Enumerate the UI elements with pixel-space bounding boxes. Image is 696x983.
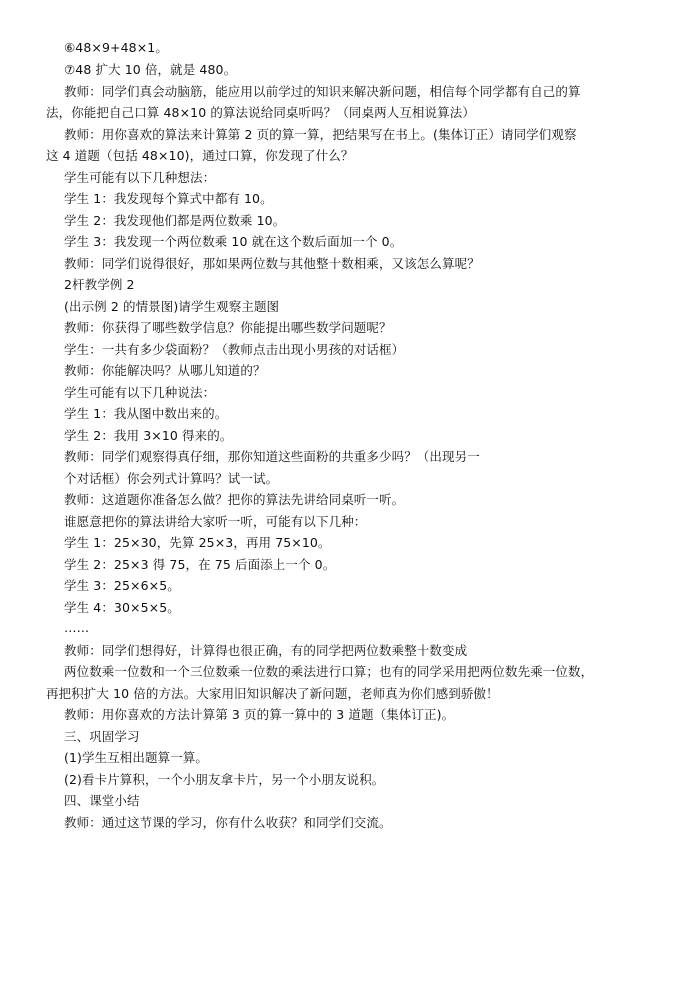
- text-line: ⑦48 扩大 10 倍，就是 480。: [64, 62, 237, 77]
- text-line: 学生可能有以下几种想法：: [64, 170, 216, 185]
- text-line: 教师：你获得了哪些数学信息？你能提出哪些数学问题呢？: [64, 320, 392, 335]
- text-line: 学生：一共有多少袋面粉？（教师点击出现小男孩的对话框）: [64, 342, 405, 357]
- text-line: 法，你能把自己口算 48×10 的算法说给同桌听吗？（同桌两人互相说算法）: [46, 105, 475, 120]
- text-line: 教师：同学们真会动脑筋，能应用以前学过的知识来解决新问题，相信每个同学都有自己的算: [64, 84, 581, 99]
- text-line: 再把积扩大 10 倍的方法。大家用旧知识解决了新问题，老师真为你们感到骄傲！: [46, 686, 499, 701]
- text-line: 教师：这道题你准备怎么做？把你的算法先讲给同桌听一听。: [64, 492, 405, 507]
- text-line: ⑥48×9+48×1。: [64, 40, 168, 55]
- text-line: 教师：通过这节课的学习，你有什么收获？和同学们交流。: [64, 815, 392, 830]
- section-heading: 2杆教学例 2: [64, 277, 135, 292]
- text-line: 教师：同学们想得好，计算得也很正确，有的同学把两位数乘整十数变成: [64, 643, 468, 658]
- text-line: 个对话框）你会列式计算吗？试一试。: [64, 471, 279, 486]
- text-line: 学生 3：25×6×5。: [64, 578, 180, 593]
- text-line: 学生 1：我发现每个算式中都有 10。: [64, 191, 273, 206]
- text-line: 学生 1：25×30，先算 25×3，再用 75×10。: [64, 535, 331, 550]
- text-line: 学生 1：我从图中数出来的。: [64, 406, 228, 421]
- text-line: 教师：用你喜欢的方法计算第 3 页的算一算中的 3 道题（集体订正)。: [64, 707, 455, 722]
- text-line: 教师：同学们观察得真仔细，那你知道这些面粉的共重多少吗？（出现另一: [64, 449, 480, 464]
- text-line: (出示例 2 的情景图)请学生观察主题图: [64, 299, 280, 314]
- text-line: 教师：用你喜欢的算法来计算第 2 页的算一算，把结果写在书上。(集体订正）请同学们观察: [64, 127, 577, 142]
- text-line: 学生 4：30×5×5。: [64, 600, 180, 615]
- text-line: 这 4 道题（包括 48×10)，通过口算，你发现了什么？: [46, 148, 354, 163]
- text-line: 学生可能有以下几种说法：: [64, 385, 216, 400]
- section-heading: 三、巩固学习: [64, 729, 140, 744]
- text-line: (2)看卡片算积，一个小朋友拿卡片，另一个小朋友说积。: [64, 772, 385, 787]
- section-heading: 四、课堂小结: [64, 793, 140, 808]
- text-line: 两位数乘一位数和一个三位数乘一位数的乘法进行口算；也有的同学采用把两位数先乘一位数，: [64, 664, 594, 679]
- text-line: 教师：你能解决吗？从哪儿知道的？: [64, 363, 266, 378]
- text-line: 谁愿意把你的算法讲给大家听一听，可能有以下几种：: [64, 514, 367, 529]
- text-line: 教师：同学们说得很好，那如果两位数与其他整十数相乘，又该怎么算呢？: [64, 256, 480, 271]
- text-line: (1)学生互相出题算一算。: [64, 750, 209, 765]
- text-line: 学生 2：我发现他们都是两位数乘 10。: [64, 213, 286, 228]
- text-line: 学生 2：25×3 得 75，在 75 后面添上一个 0。: [64, 557, 336, 572]
- text-line: 学生 3：我发现一个两位数乘 10 就在这个数后面加一个 0。: [64, 234, 403, 249]
- text-line: 学生 2：我用 3×10 得来的。: [64, 428, 233, 443]
- ellipsis: ……: [64, 620, 90, 635]
